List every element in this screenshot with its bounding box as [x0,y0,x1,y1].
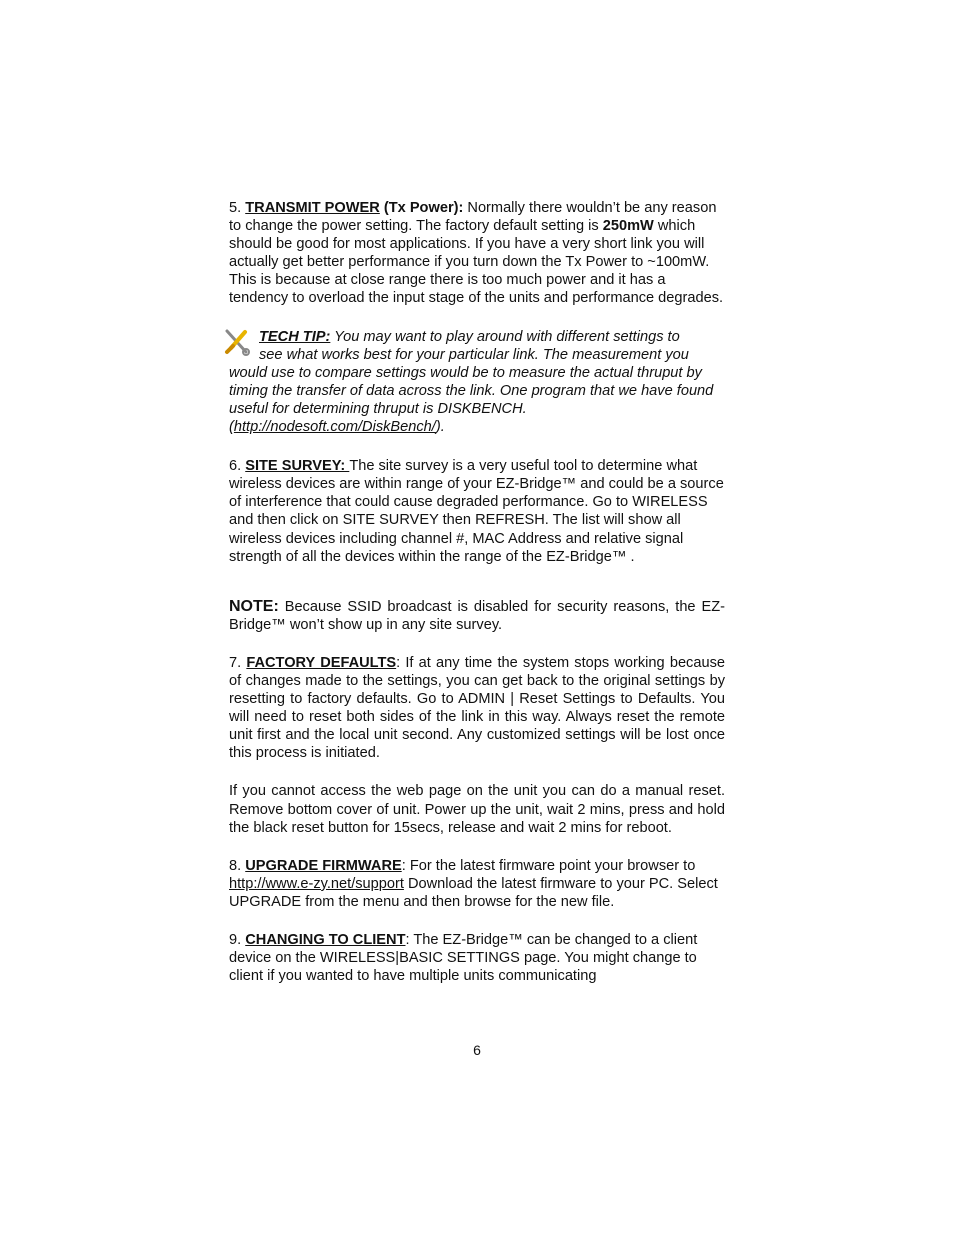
section-site-survey [229,457,725,566]
page-content [229,199,725,985]
section-heading: TRANSMIT POWER [245,200,380,216]
section-text: : If at any time the system stops working because of changes made to the settings, you can get back to the original settings by resetting to factory defaults. Go to ADMIN | Reset Settings to Defaults. You will need to reset both sides of the link in this way. Always reset the remote unit first and the local unit second. Any customized settings will be lost once this process is initiated. [229,654,726,762]
section-number: 9. [229,932,246,948]
page-number: 6 [473,1042,481,1058]
section-text: Normally there wouldn’t be any reason to change the power setting. The factory default setting is [229,200,717,235]
tip-text: would use to compare settings would be to measure the actual thruput by timing the transfer of data across the link. One program that we have found useful for determining thruput is DISKBENCH. ( [229,364,714,436]
section-text: Download the latest firmware to your PC. Select UPGRADE from the menu and then browse for the new file. [229,875,718,910]
section-text: The site survey is a very useful tool to determine what wireless devices are within range of your EZ-Bridge™ and could be a source of interference that could cause degraded performance. Go to WIRELESS and then click on SITE SURVEY then REFRESH. The list will show all wireless devices including channel #, MAC Address and relative signal strength of all the devices within the range of the EZ-Bridge™ . [229,458,724,565]
manual-reset-text: If you cannot access the web page on the unit you can do a manual reset. Remove bottom cover of unit. Power up the unit, wait 2 mins, press and hold the black reset button for 15secs, release and wait 2 mins for reboot. [229,783,725,836]
tip-line-1 [229,328,725,346]
support-link[interactable]: http://www.e-zy.net/support [229,875,404,892]
tip-line-2: see what works best for your particular link. The measurement you [259,346,689,363]
section-number: 5. [229,200,246,216]
tip-body [229,364,725,436]
section-text: : For the latest firmware point your browser to [401,857,696,874]
section-heading: CHANGING TO CLIENT [245,932,406,948]
tools-icon [223,328,251,356]
section-number: 8. [229,857,246,874]
section-factory-defaults [229,654,725,763]
section-heading: SITE SURVEY: [245,458,350,475]
tip-text-end: ). [435,419,445,436]
section-number: 7. [229,654,247,671]
section-number: 6. [229,458,246,475]
section-upgrade-firmware [229,857,725,911]
note-heading: NOTE: [229,597,279,615]
note [229,598,725,634]
section-heading: UPGRADE FIRMWARE [245,857,402,874]
section-transmit-power [229,199,725,308]
section-text: : The EZ-Bridge™ can be changed to a client device on the WIRELESS|BASIC SETTINGS page. You might change to client if you wanted to have multiple units communicating [229,932,698,985]
note-text: Because SSID broadcast is disabled for security reasons, the EZ-Bridge™ won’t show up in any site survey. [229,598,725,633]
tip-heading: TECH TIP: [259,328,331,345]
bold-value: 250mW [602,218,654,235]
section-text: which should be good for most applications. If you have a very short link you will actually get better performance if you turn down the Tx Power to ~100mW. This is because at close range there is too much power and it has a tendency to overload the input stage of the units and performance degrades. [229,218,724,307]
tip-text: You may want to play around with different settings to [330,328,680,345]
section-subheading: (Tx Power): [379,200,464,216]
tech-tip [229,328,725,437]
diskbench-link[interactable]: http://nodesoft.com/DiskBench/ [233,419,436,436]
section-changing-to-client [229,931,725,985]
section-heading: FACTORY DEFAULTS [246,654,397,671]
